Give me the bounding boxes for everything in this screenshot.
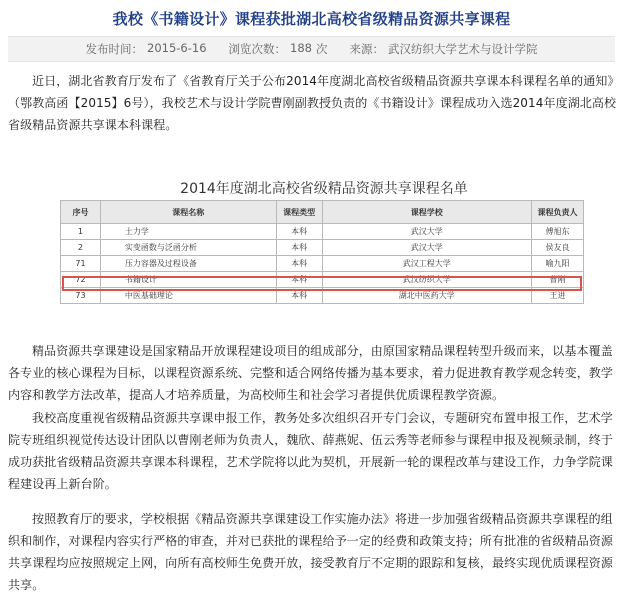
view-count	[229, 41, 328, 57]
table-cell: 本科	[276, 256, 322, 272]
table-header-row	[61, 201, 584, 224]
article-meta	[8, 36, 615, 62]
paragraph-requirements: 按照教育厅的要求，学校根据《精品资源共享课建设工作实施办法》将进一步加强省级精品资源共享课程的组织和制作，对课程内容实行严格的审查，并对已获批的课程给予一定的经费和政策支持；所有批准的省级精品资源共享课程均应按照规定上网，向所有高校师生免费开放，接受教育厅不定期的跟踪和复核，最终实现优质课程资源共享。	[8, 512, 614, 592]
highlight-box	[62, 276, 582, 291]
paragraph-application: 我校高度重视省级精品资源共享课申报工作，教务处多次组织召开专门会议，专题研究布置申报工作，艺术学院专班组织视觉传达设计团队以曹刚老师为负责人，魏欣、薛燕妮、伍云秀等老师参与课程申报及视频录制，终于成功获批省级精品资源共享课本科课程，艺术学院将以此为契机，开展新一轮的课程改革与建设工作，力争学院课程建设再上新台阶。	[8, 411, 614, 491]
course-list-image	[58, 176, 590, 316]
table-cell: 曹刚	[532, 272, 584, 288]
publish-time-label: 发布时间：	[85, 42, 143, 56]
source-value: 武汉纺织大学艺术与设计学院	[387, 42, 538, 56]
table-cell: 71	[61, 256, 101, 272]
table-cell: 武汉大学	[322, 224, 531, 240]
table-row	[61, 240, 584, 256]
table-cell: 72	[61, 272, 101, 288]
header-cell: 课程负责人	[532, 201, 584, 224]
table-cell: 本科	[276, 288, 322, 304]
source	[349, 41, 537, 57]
view-count-value: 188	[290, 41, 312, 55]
publish-time-value: 2015-6-16	[147, 41, 207, 55]
paragraph-intro: 近日，湖北省教育厅发布了《省教育厅关于公布2014年度湖北高校省级精品资源共享课本科课程名单的通知》（鄂教高函【2015】6号），我校艺术与设计学院曹刚副教授负责的《书籍设计》课程成功入选2014年度湖北高校省级精品资源共享课本科课程。	[8, 74, 620, 132]
header-cell: 课程名称	[100, 201, 276, 224]
table-cell: 湖北中医药大学	[322, 288, 531, 304]
view-count-unit: 次	[315, 42, 328, 56]
table-cell: 本科	[276, 224, 322, 240]
table-cell: 书籍设计	[100, 272, 276, 288]
table-row	[61, 224, 584, 240]
paragraph-background: 精品资源共享课建设是国家精品开放课程建设项目的组成部分，由原国家精品课程转型升级而来，以基本覆盖各专业的核心课程为目标，以课程资源系统、完整和适合网络传播为基本要求，着力促进教育教学观念转变，教学内容和教学方法改革，提高人才培养质量，为高校师生和社会学习者提供优质课程教学资源。	[8, 344, 614, 402]
table-cell: 压力容器及过程设备	[100, 256, 276, 272]
publish-time	[86, 41, 207, 57]
header-cell: 课程学校	[322, 201, 531, 224]
table-cell: 王进	[532, 288, 584, 304]
table-row	[61, 256, 584, 272]
table-cell: 本科	[276, 240, 322, 256]
view-count-label: 浏览次数：	[228, 42, 287, 56]
table-cell: 本科	[276, 272, 322, 288]
table-cell: 武汉工程大学	[322, 256, 531, 272]
article-title: 我校《书籍设计》课程获批湖北高校省级精品资源共享课程	[112, 10, 511, 28]
header-cell: 序号	[61, 201, 101, 224]
table-cell: 实变函数与泛函分析	[100, 240, 276, 256]
table-cell: 中医基础理论	[100, 288, 276, 304]
table-cell: 73	[61, 288, 101, 304]
table-cell: 喻九阳	[532, 256, 584, 272]
table-cell: 侯友良	[532, 240, 584, 256]
table-cell: 1	[61, 224, 101, 240]
table-cell: 武汉纺织大学	[322, 272, 531, 288]
table-cell: 傅旭东	[532, 224, 584, 240]
table-cell: 土力学	[100, 224, 276, 240]
course-list-title: 2014年度湖北高校省级精品资源共享课程名单	[180, 181, 468, 197]
table-cell: 2	[61, 240, 101, 256]
source-label: 来源：	[349, 42, 384, 56]
table-cell: 武汉大学	[322, 240, 531, 256]
header-cell: 课程类型	[276, 201, 322, 224]
